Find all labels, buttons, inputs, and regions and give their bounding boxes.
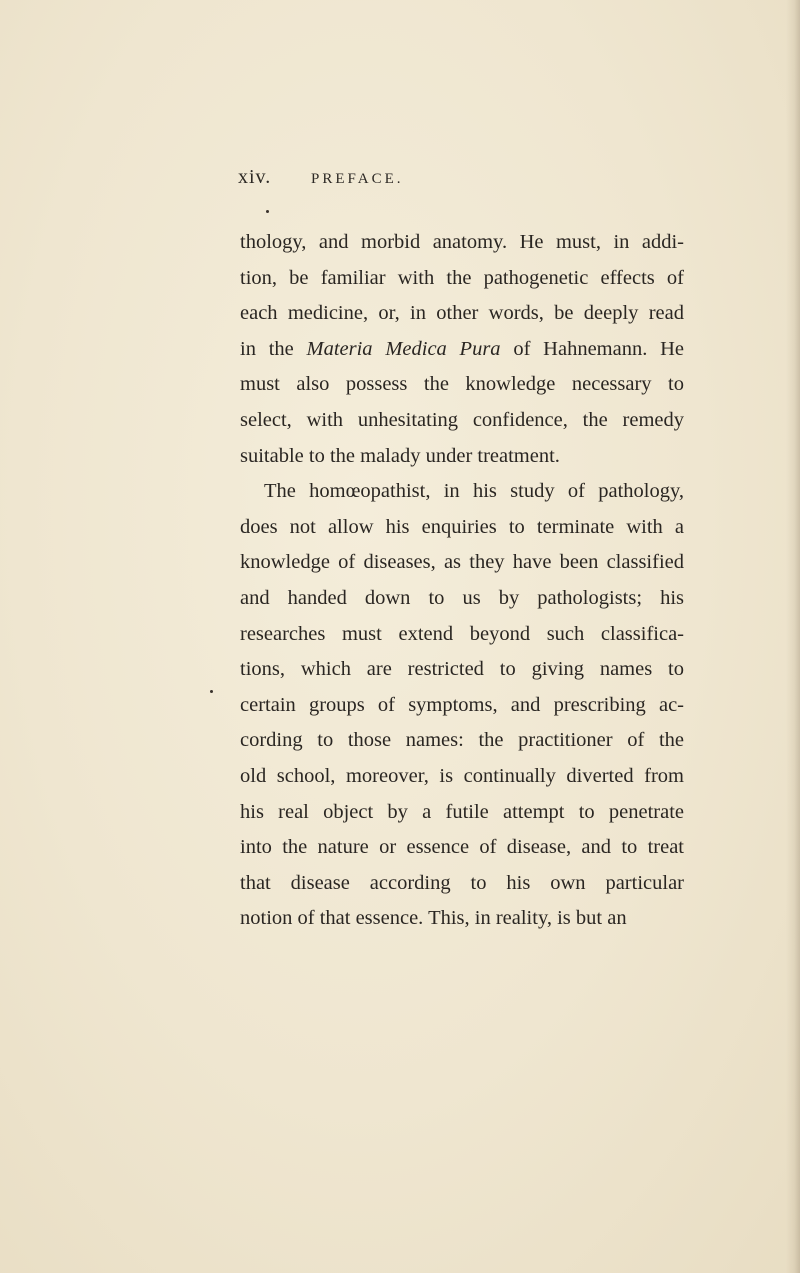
text-line: old school, moreover, is continually diverted from [240,764,684,787]
print-speck [266,210,269,213]
text-line: and handed down to us by pathologists; his [240,586,684,609]
running-title: PREFACE. [311,171,404,187]
italic-title: Materia Medica Pura [306,337,501,360]
text-line: certain groups of symptoms, and prescribing ac- [240,693,684,716]
text-line: his real object by a futile attempt to penetrate [240,800,684,823]
page-number: xiv. [238,166,272,188]
text-line: tions, which are restricted to giving names to [240,658,684,681]
text-line: that disease according to his own particular [240,871,684,894]
text-line: select, with unhesitating confidence, the remedy [240,408,684,431]
text-line [240,332,684,368]
print-speck [210,690,213,693]
body-text [240,225,684,937]
text-line: each medicine, or, in other words, be deeply read [240,302,684,325]
page-edge-shadow [786,0,800,1273]
text-line: must also possess the knowledge necessary to [240,373,684,396]
text-line: knowledge of diseases, as they have been classified [240,551,684,574]
text-line: does not allow his enquiries to terminate with a [240,515,684,538]
text-line: suitable to the malady under treatment. [240,444,560,467]
text-line: researches must extend beyond such classifica- [240,622,684,645]
text-segment: in the [240,337,307,360]
text-line: into the nature or essence of disease, and to treat [240,836,684,859]
text-line: cording to those names: the practitioner of the [240,729,684,752]
text-line: tion, be familiar with the pathogenetic effects of [240,266,684,289]
text-line: thology, and morbid anatomy. He must, in addi- [240,231,684,253]
text-line: The homœopathist, in his study of pathology, [264,480,684,503]
text-line: notion of that essence. This, in reality, is but an [240,907,627,930]
page-header [238,166,718,196]
text-segment: of Hahnemann. He [500,337,684,360]
